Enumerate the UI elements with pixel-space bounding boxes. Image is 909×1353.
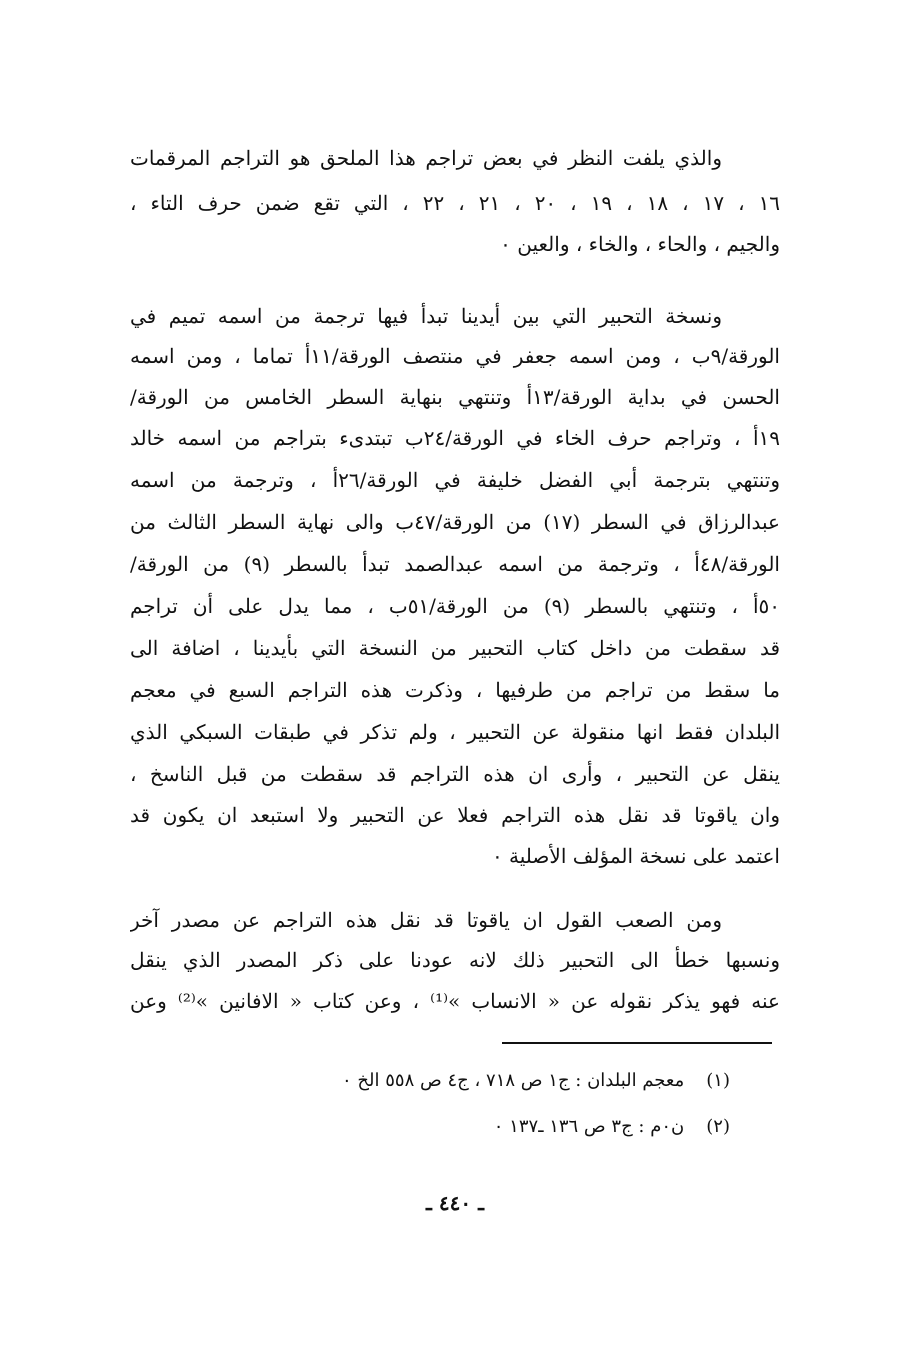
paragraph-2-line-14: اعتمد على نسخة المؤلف الأصلية ٠ — [491, 844, 780, 868]
footnote-2 — [200, 1113, 730, 1141]
paragraph-2-line-7: الورقة/٤٨أ ، وترجمة من اسمه عبدالصمد تبدأ بالسطر (٩) من الورقة/ — [130, 552, 780, 576]
paragraph-2-line-11: البلدان فقط انها منقولة عن التحبير ، ولم تذكر في طبقات السبكي الذي — [130, 720, 780, 744]
paragraph-3-line-3: عنه فهو يذكر نقوله عن « الانساب »⁽¹⁾ ، وعن كتاب « الافانين »⁽²⁾ وعن — [130, 989, 780, 1013]
paragraph-2-line-13: وان ياقوتا قد نقل هذه التراجم فعلا عن التحبير ولا استبعد ان يكون قد — [130, 803, 780, 827]
footnote-2-number: (٢) — [706, 1116, 730, 1137]
paragraph-2-line-12: ينقل عن التحبير ، وأرى ان هذه التراجم قد سقطت من قبل الناسخ ، — [130, 762, 780, 786]
footnote-separator — [502, 1042, 772, 1044]
paragraph-2-line-10: ما سقط من تراجم من طرفيها ، وذكرت هذه التراجم السبع في معجم — [130, 678, 780, 702]
paragraph-2-line-1: ونسخة التحبير التي بين أيدينا تبدأ فيها ترجمة من اسمه تميم في — [130, 304, 722, 328]
footnote-1 — [200, 1067, 730, 1095]
footnote-2-text: ن٠م : ج٣ ص ١٣٦ ـ١٣٧ ٠ — [493, 1116, 685, 1137]
paragraph-3-line-1: ومن الصعب القول ان ياقوتا قد نقل هذه التراجم عن مصدر آخر — [130, 908, 722, 932]
footnote-1-text: معجم البلدان : ج١ ص ٧١٨ ، ج٤ ص ٥٥٨ الخ ٠ — [342, 1070, 685, 1091]
footnote-1-number: (١) — [706, 1070, 730, 1091]
paragraph-2-line-5: وتنتهي بترجمة أبي الفضل خليفة في الورقة/٢٦أ ، وترجمة من اسمه — [130, 468, 780, 492]
paragraph-2-line-2: الورقة/٩ب ، ومن اسمه جعفر في منتصف الورقة/١١أ تماما ، ومن اسمه — [130, 344, 780, 368]
paragraph-2-line-9: قد سقطت من داخل كتاب التحبير من النسخة التي بأيدينا ، اضافة الى — [130, 636, 780, 660]
paragraph-1-line-2: ١٦ ، ١٧ ، ١٨ ، ١٩ ، ٢٠ ، ٢١ ، ٢٢ ، التي تقع ضمن حرف التاء ، — [130, 191, 780, 215]
paragraph-1-line-3: والجيم ، والحاء ، والخاء ، والعين ٠ — [500, 232, 780, 256]
paragraph-3-line-2: ونسبها خطأ الى التحبير ذلك لانه عودنا على ذكر المصدر الذي ينقل — [130, 948, 780, 972]
paragraph-2-line-8: ٥٠أ ، وتنتهي بالسطر (٩) من الورقة/٥١ب ، مما يدل على أن تراجم — [130, 594, 780, 618]
page-number: ـ ٤٤٠ ـ — [426, 1191, 484, 1215]
paragraph-2-line-4: ١٩أ ، وتراجم حرف الخاء في الورقة/٢٤ب تبتدىء بتراجم من اسمه خالد — [130, 426, 780, 450]
paragraph-2-line-6: عبدالرزاق في السطر (١٧) من الورقة/٤٧ب والى نهاية السطر الثالث من — [130, 510, 780, 534]
paragraph-2-line-3: الحسن في بداية الورقة/١٣أ وتنتهي بنهاية السطر الخامس من الورقة/ — [130, 385, 780, 409]
paragraph-1-line-1: والذي يلفت النظر في بعض تراجم هذا الملحق هو التراجم المرقمات — [130, 146, 722, 170]
